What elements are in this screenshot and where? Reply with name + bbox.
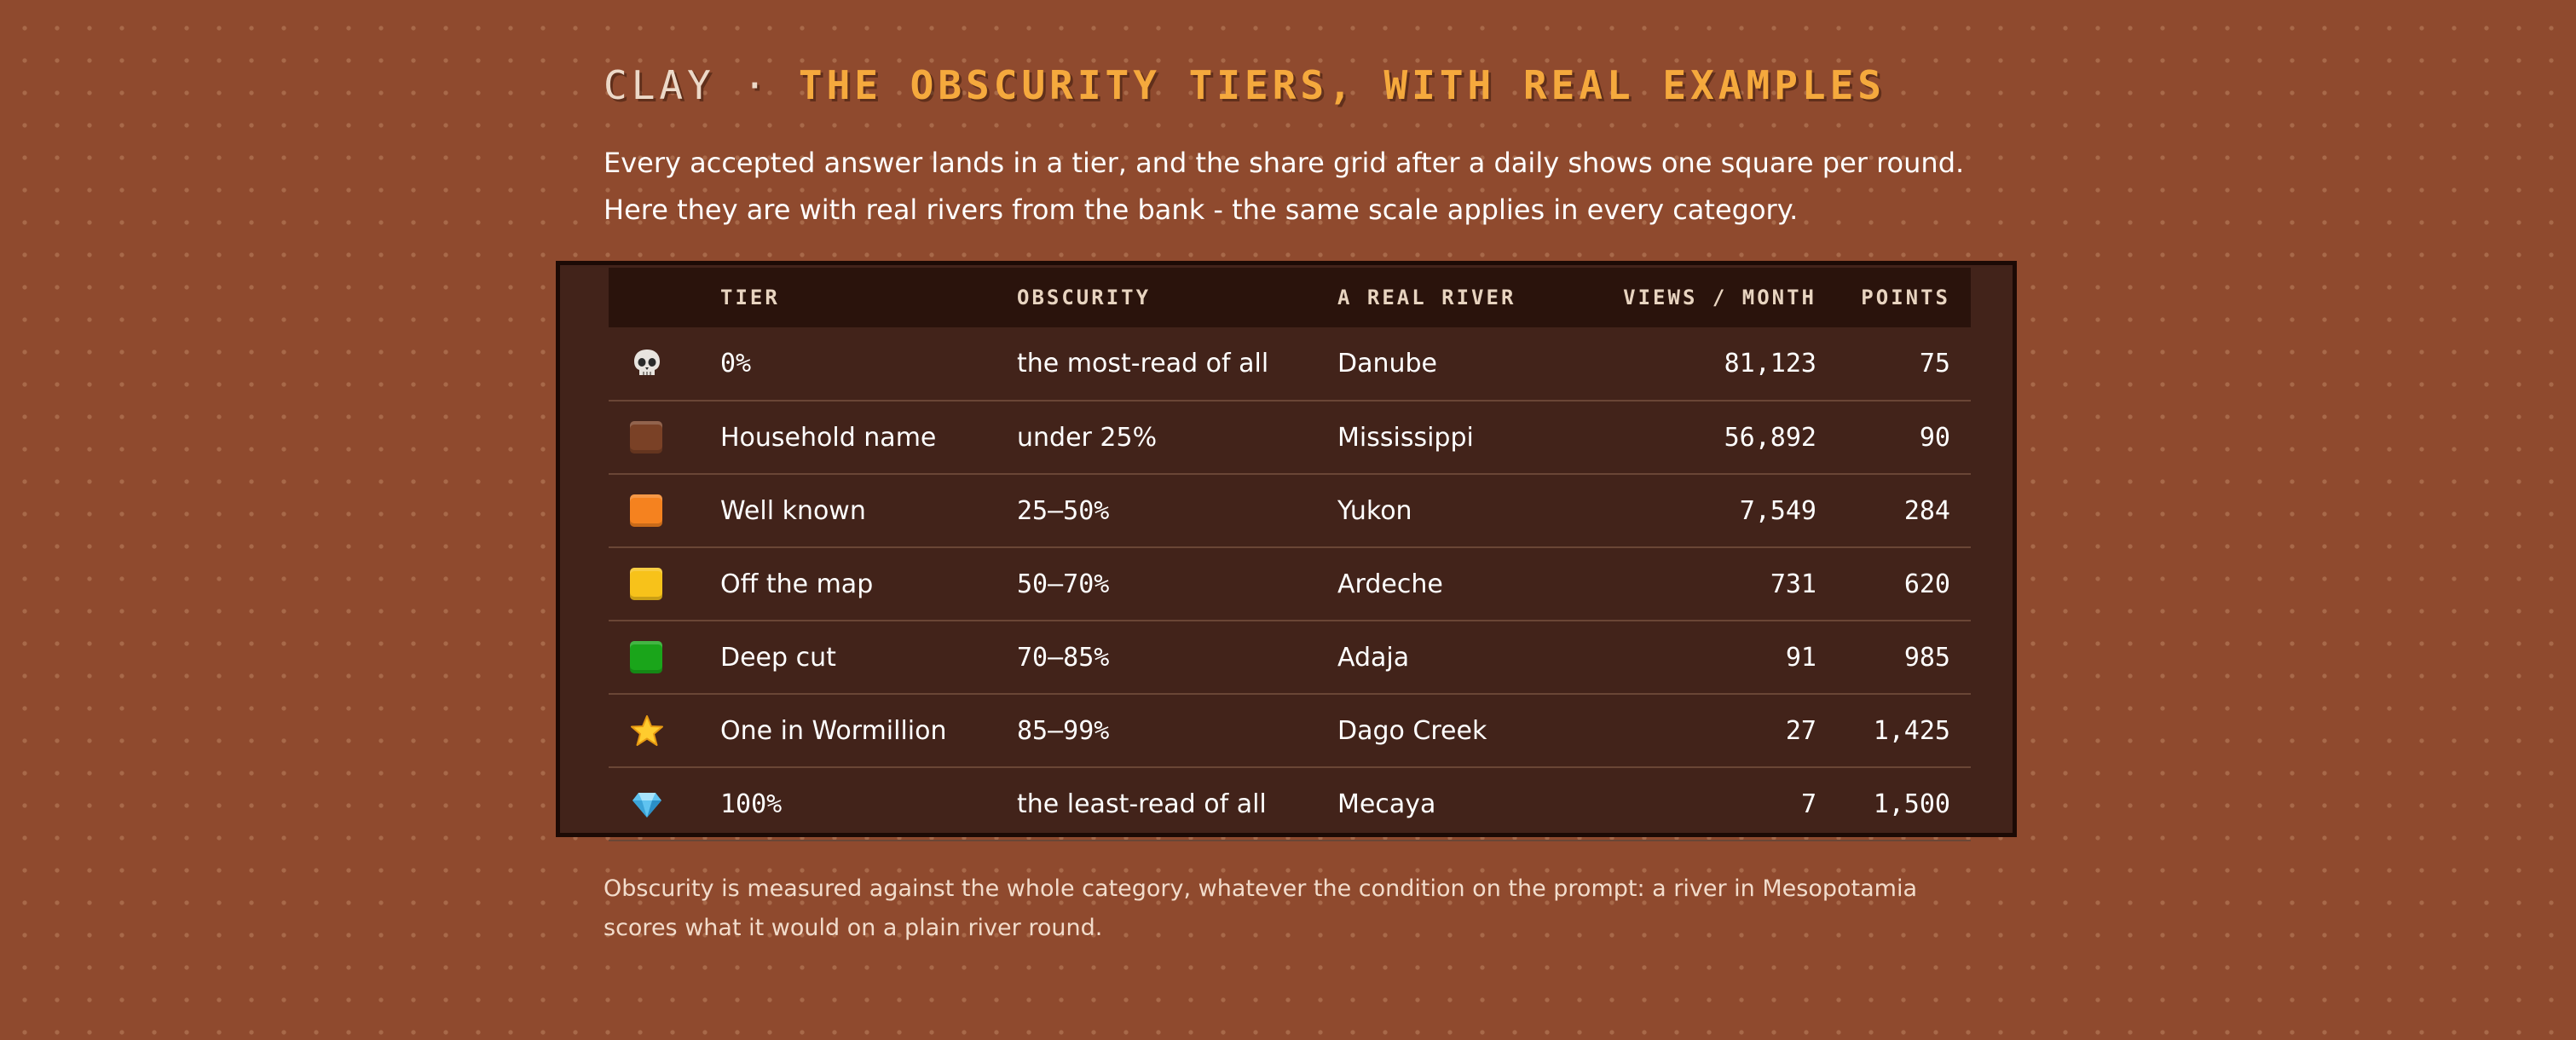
tier-name: Household name (720, 422, 937, 453)
skull-icon (630, 347, 664, 381)
yellow-square-icon (630, 568, 662, 600)
views-per-month: 81,123 (1724, 349, 1816, 378)
tier-name: Off the map (720, 569, 874, 599)
river-name: Adaja (1337, 642, 1410, 673)
views-per-month: 91 (1785, 642, 1816, 673)
river-name: Yukon (1337, 495, 1412, 526)
views-per-month: 56,892 (1724, 422, 1816, 453)
obscurity-range: 70–85% (1017, 642, 1110, 673)
river-name: Ardeche (1337, 569, 1443, 599)
obscurity-range: 85–99% (1017, 715, 1110, 746)
title-main: THE OBSCURITY TIERS, WITH REAL EXAMPLES (798, 62, 1886, 108)
views-per-month: 7 (1800, 789, 1816, 819)
obscurity-range: 50–70% (1017, 569, 1110, 599)
brown-square-icon (630, 421, 662, 454)
title-prefix: CLAY (604, 62, 715, 108)
points-value: 620 (1903, 569, 1950, 599)
river-name: Dago Creek (1337, 715, 1487, 746)
tiers-table (609, 268, 1971, 841)
tier-icon-cell (609, 474, 720, 547)
title-separator: · (742, 62, 771, 108)
page-title (604, 55, 2019, 116)
tier-icon-cell (609, 694, 720, 767)
tiers-table-panel (556, 261, 2017, 837)
table-row (609, 474, 1971, 547)
star-icon (630, 714, 664, 748)
tier-icon-cell (609, 767, 720, 841)
tier-icon-cell (609, 621, 720, 694)
gem-icon (630, 787, 664, 821)
tier-name: One in Wormillion (720, 715, 947, 746)
green-square-icon (630, 641, 662, 673)
views-per-month: 731 (1770, 569, 1816, 599)
points-value: 284 (1903, 495, 1950, 526)
points-value: 90 (1919, 422, 1950, 453)
tier-icon-cell (609, 327, 720, 401)
points-value: 1,425 (1873, 715, 1950, 746)
orange-square-icon (630, 494, 662, 527)
table-header-row (609, 268, 1971, 327)
obscurity-range: 25–50% (1017, 495, 1110, 526)
river-name: Mecaya (1337, 789, 1436, 819)
table-row (609, 327, 1971, 401)
tier-icon-cell (609, 547, 720, 621)
table-row (609, 621, 1971, 694)
header-tier: TIER (720, 286, 780, 309)
views-per-month: 7,549 (1739, 495, 1816, 526)
content (604, 55, 2019, 234)
river-name: Danube (1337, 349, 1438, 378)
views-per-month: 27 (1785, 715, 1816, 746)
header-river: A REAL RIVER (1337, 286, 1516, 309)
tier-icon-cell (609, 401, 720, 474)
table-row (609, 767, 1971, 841)
points-value: 985 (1903, 642, 1950, 673)
intro-text: Every accepted answer lands in a tier, and the share grid after a daily shows one square per round. Here they are with real rivers from the bank - the same scale applies in every category. (604, 147, 1965, 226)
header-obscurity: OBSCURITY (1017, 286, 1152, 309)
obscurity-range: the most-read of all (1017, 349, 1269, 378)
footnote: Obscurity is measured against the whole category, whatever the condition on the prompt: a river in Mesopotamia scores what it would on a plain river round. (604, 875, 1917, 941)
tier-name: Deep cut (720, 642, 836, 673)
points-value: 75 (1919, 349, 1950, 378)
table-row (609, 401, 1971, 474)
header-views: VIEWS / MONTH (1623, 286, 1816, 309)
obscurity-range: under 25% (1017, 422, 1158, 453)
header-icon (609, 268, 720, 327)
table-row (609, 547, 1971, 621)
points-value: 1,500 (1873, 789, 1950, 819)
obscurity-range: the least-read of all (1017, 789, 1267, 819)
table-row (609, 694, 1971, 767)
tier-name: Well known (720, 495, 866, 526)
river-name: Mississippi (1337, 422, 1474, 453)
tier-name: 100% (720, 789, 783, 819)
header-points: POINTS (1861, 286, 1950, 309)
tier-name: 0% (720, 349, 752, 378)
